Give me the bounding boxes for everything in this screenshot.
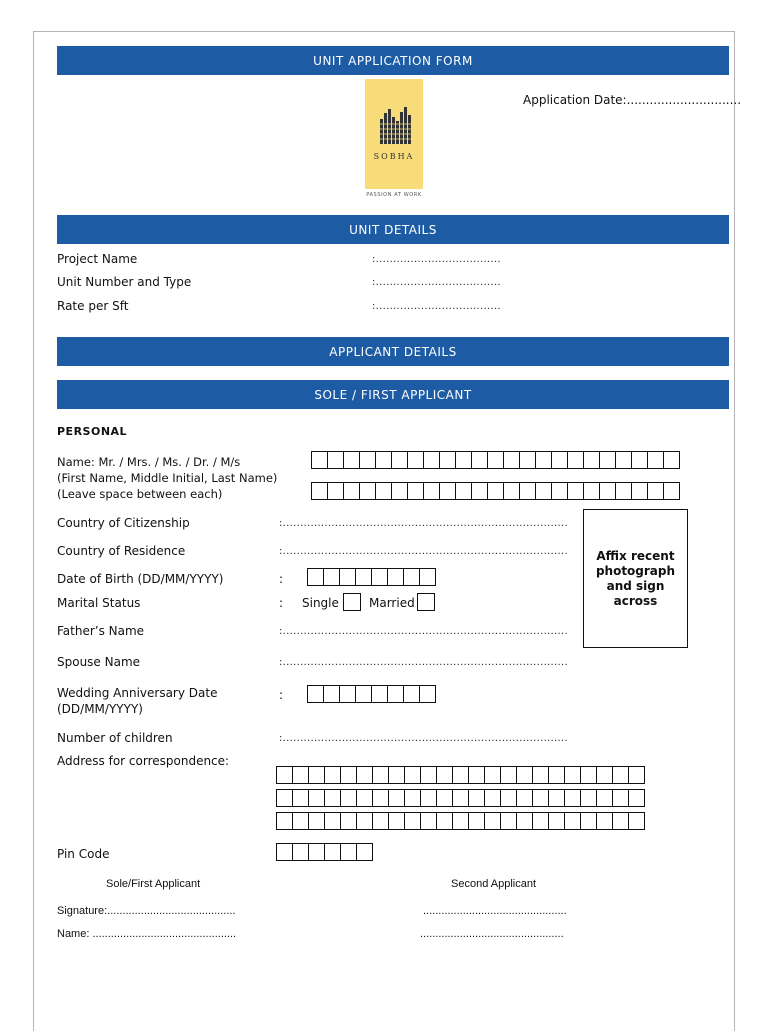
char-box[interactable]: [596, 766, 613, 784]
char-box[interactable]: [340, 766, 357, 784]
children-field[interactable]: :..................................................................................: [279, 733, 568, 744]
char-box[interactable]: [371, 568, 388, 586]
char-box[interactable]: [359, 451, 376, 469]
char-box[interactable]: [551, 451, 568, 469]
char-box[interactable]: [516, 812, 533, 830]
char-box[interactable]: [359, 482, 376, 500]
char-box[interactable]: [612, 812, 629, 830]
married-checkbox[interactable]: [417, 593, 435, 611]
char-box[interactable]: [548, 766, 565, 784]
char-box[interactable]: [615, 451, 632, 469]
char-box[interactable]: [356, 843, 373, 861]
address-input-row-2[interactable]: [276, 789, 644, 807]
char-box[interactable]: [532, 812, 549, 830]
char-box[interactable]: [371, 685, 388, 703]
char-box[interactable]: [615, 482, 632, 500]
dob-colon: :: [279, 572, 284, 586]
char-box[interactable]: [455, 451, 472, 469]
char-box[interactable]: [292, 812, 309, 830]
char-box[interactable]: [311, 451, 328, 469]
personal-section-title: PERSONAL: [57, 425, 128, 438]
char-box[interactable]: [356, 766, 373, 784]
char-box[interactable]: [292, 789, 309, 807]
char-box[interactable]: [647, 451, 664, 469]
address-input-row-3[interactable]: [276, 812, 644, 830]
pin-code-label: Pin Code: [57, 847, 110, 861]
char-box[interactable]: [324, 812, 341, 830]
char-box[interactable]: [548, 812, 565, 830]
address-input-row-1[interactable]: [276, 766, 644, 784]
char-box[interactable]: [548, 789, 565, 807]
char-box[interactable]: [468, 812, 485, 830]
char-box[interactable]: [455, 482, 472, 500]
char-box[interactable]: [612, 789, 629, 807]
char-box[interactable]: [580, 766, 597, 784]
pin-code-input-boxes[interactable]: [276, 843, 372, 861]
char-box[interactable]: [375, 482, 392, 500]
char-box[interactable]: [419, 685, 436, 703]
char-box[interactable]: [471, 482, 488, 500]
first-applicant-heading: Sole/First Applicant: [106, 878, 201, 890]
residence-label: Country of Residence: [57, 544, 186, 558]
spouse-name-label: Spouse Name: [57, 655, 141, 669]
name-input-row-1[interactable]: [311, 451, 679, 469]
address-label: Address for correspondence:: [57, 754, 230, 768]
char-box[interactable]: [484, 766, 501, 784]
char-box[interactable]: [516, 766, 533, 784]
name-input-row-2[interactable]: [311, 482, 679, 500]
char-box[interactable]: [628, 789, 645, 807]
char-box[interactable]: [596, 812, 613, 830]
char-box[interactable]: [388, 789, 405, 807]
children-label: Number of children: [57, 731, 173, 745]
first-signature-field[interactable]: Signature:..........................................: [57, 905, 236, 917]
char-box[interactable]: [436, 789, 453, 807]
char-box[interactable]: [276, 843, 293, 861]
char-box[interactable]: [439, 482, 456, 500]
dob-label: Date of Birth (DD/MM/YYYY): [57, 572, 224, 586]
char-box[interactable]: [564, 812, 581, 830]
char-box[interactable]: [404, 812, 421, 830]
sobha-logo: [365, 79, 423, 189]
char-box[interactable]: [436, 812, 453, 830]
residence-field[interactable]: :..................................................................................: [279, 546, 568, 557]
form-title: UNIT APPLICATION FORM: [313, 53, 473, 68]
char-box[interactable]: [339, 568, 356, 586]
char-box[interactable]: [519, 482, 536, 500]
char-box[interactable]: [532, 766, 549, 784]
char-box[interactable]: [535, 451, 552, 469]
char-box[interactable]: [612, 766, 629, 784]
name-format-label: (First Name, Middle Initial, Last Name): [57, 471, 278, 485]
char-box[interactable]: [580, 789, 597, 807]
char-box[interactable]: [388, 766, 405, 784]
char-box[interactable]: [276, 766, 293, 784]
char-box[interactable]: [583, 451, 600, 469]
char-box[interactable]: [503, 451, 520, 469]
char-box[interactable]: [372, 789, 389, 807]
char-box[interactable]: [564, 789, 581, 807]
spouse-name-field[interactable]: :..................................................................................: [279, 657, 568, 668]
char-box[interactable]: [276, 812, 293, 830]
wedding-date-input-boxes[interactable]: [307, 685, 435, 703]
unit-number-field[interactable]: :....................................: [372, 277, 501, 288]
char-box[interactable]: [387, 685, 404, 703]
name-spacing-label: (Leave space between each): [57, 487, 223, 501]
char-box[interactable]: [500, 789, 517, 807]
char-box[interactable]: [663, 482, 680, 500]
char-box[interactable]: [355, 568, 372, 586]
char-box[interactable]: [631, 482, 648, 500]
char-box[interactable]: [564, 766, 581, 784]
char-box[interactable]: [323, 568, 340, 586]
char-box[interactable]: [276, 789, 293, 807]
single-checkbox[interactable]: [343, 593, 361, 611]
second-name-field[interactable]: ...............................................: [420, 928, 564, 940]
married-label: Married: [369, 596, 415, 610]
unit-details-title: UNIT DETAILS: [349, 222, 437, 237]
char-box[interactable]: [535, 482, 552, 500]
char-box[interactable]: [343, 451, 360, 469]
wedding-colon: :: [279, 688, 284, 702]
char-box[interactable]: [308, 843, 325, 861]
char-box[interactable]: [307, 568, 324, 586]
char-box[interactable]: [407, 451, 424, 469]
skyline-icon: [365, 79, 423, 189]
wedding-date-format: (DD/MM/YYYY): [57, 702, 143, 716]
name-label: Name: Mr. / Mrs. / Ms. / Dr. / M/s: [57, 455, 241, 469]
form-title-bar: [57, 46, 729, 75]
char-box[interactable]: [391, 451, 408, 469]
char-box[interactable]: [468, 789, 485, 807]
char-box[interactable]: [500, 812, 517, 830]
char-box[interactable]: [580, 812, 597, 830]
char-box[interactable]: [452, 766, 469, 784]
project-name-label: Project Name: [57, 252, 138, 266]
char-box[interactable]: [596, 789, 613, 807]
char-box[interactable]: [628, 766, 645, 784]
first-name-field[interactable]: Name: ...............................................: [57, 928, 237, 940]
char-box[interactable]: [551, 482, 568, 500]
char-box[interactable]: [339, 685, 356, 703]
single-label: Single: [302, 596, 339, 610]
char-box[interactable]: [516, 789, 533, 807]
char-box[interactable]: [599, 482, 616, 500]
char-box[interactable]: [519, 451, 536, 469]
marital-colon: :: [279, 596, 284, 610]
char-box[interactable]: [324, 766, 341, 784]
char-box[interactable]: [340, 812, 357, 830]
char-box[interactable]: [404, 789, 421, 807]
second-applicant-heading: Second Applicant: [451, 878, 537, 890]
char-box[interactable]: [292, 766, 309, 784]
char-box[interactable]: [663, 451, 680, 469]
char-box[interactable]: [436, 766, 453, 784]
char-box[interactable]: [308, 789, 325, 807]
char-box[interactable]: [567, 451, 584, 469]
photo-box[interactable]: Affix recent photograph and sign across: [583, 509, 688, 648]
char-box[interactable]: [323, 685, 340, 703]
char-box[interactable]: [387, 568, 404, 586]
char-box[interactable]: [500, 766, 517, 784]
char-box[interactable]: [404, 766, 421, 784]
char-box[interactable]: [403, 685, 420, 703]
char-box[interactable]: [487, 482, 504, 500]
char-box[interactable]: [307, 685, 324, 703]
char-box[interactable]: [292, 843, 309, 861]
char-box[interactable]: [468, 766, 485, 784]
application-date-field[interactable]: Application Date:..............................: [523, 93, 742, 107]
father-name-label: Father’s Name: [57, 624, 145, 638]
char-box[interactable]: [484, 812, 501, 830]
dob-input-boxes[interactable]: [307, 568, 435, 586]
char-box[interactable]: [599, 451, 616, 469]
rate-field[interactable]: :....................................: [372, 301, 501, 312]
char-box[interactable]: [532, 789, 549, 807]
char-box[interactable]: [420, 789, 437, 807]
char-box[interactable]: [423, 482, 440, 500]
wedding-date-label: Wedding Anniversary Date: [57, 686, 218, 700]
char-box[interactable]: [356, 789, 373, 807]
char-box[interactable]: [327, 482, 344, 500]
char-box[interactable]: [391, 482, 408, 500]
char-box[interactable]: [452, 789, 469, 807]
rate-label: Rate per Sft: [57, 299, 129, 313]
char-box[interactable]: [340, 843, 357, 861]
applicant-details-title: APPLICANT DETAILS: [329, 344, 457, 359]
char-box[interactable]: [631, 451, 648, 469]
sole-first-applicant-title: SOLE / FIRST APPLICANT: [314, 387, 472, 402]
logo-tagline: PASSION AT WORK: [366, 192, 422, 198]
char-box[interactable]: [487, 451, 504, 469]
sole-first-applicant-bar: [57, 380, 729, 409]
char-box[interactable]: [355, 685, 372, 703]
unit-details-bar: [57, 215, 729, 244]
char-box[interactable]: [420, 812, 437, 830]
second-signature-field[interactable]: ...............................................: [423, 905, 567, 917]
marital-status-label: Marital Status: [57, 596, 141, 610]
char-box[interactable]: [372, 812, 389, 830]
char-box[interactable]: [340, 789, 357, 807]
char-box[interactable]: [420, 766, 437, 784]
char-box[interactable]: [647, 482, 664, 500]
char-box[interactable]: [583, 482, 600, 500]
char-box[interactable]: [407, 482, 424, 500]
logo-brand: SOBHA: [373, 152, 415, 161]
char-box[interactable]: [324, 843, 341, 861]
char-box[interactable]: [375, 451, 392, 469]
father-name-field[interactable]: :..................................................................................: [279, 626, 568, 637]
char-box[interactable]: [439, 451, 456, 469]
citizenship-label: Country of Citizenship: [57, 516, 190, 530]
char-box[interactable]: [419, 568, 436, 586]
project-name-field[interactable]: :....................................: [372, 254, 501, 265]
char-box[interactable]: [388, 812, 405, 830]
char-box[interactable]: [343, 482, 360, 500]
char-box[interactable]: [471, 451, 488, 469]
char-box[interactable]: [356, 812, 373, 830]
char-box[interactable]: [484, 789, 501, 807]
char-box[interactable]: [311, 482, 328, 500]
char-box[interactable]: [503, 482, 520, 500]
citizenship-field[interactable]: :..................................................................................: [279, 518, 568, 529]
char-box[interactable]: [452, 812, 469, 830]
char-box[interactable]: [372, 766, 389, 784]
char-box[interactable]: [308, 812, 325, 830]
char-box[interactable]: [567, 482, 584, 500]
char-box[interactable]: [308, 766, 325, 784]
char-box[interactable]: [403, 568, 420, 586]
char-box[interactable]: [628, 812, 645, 830]
char-box[interactable]: [324, 789, 341, 807]
applicant-details-bar: [57, 337, 729, 366]
char-box[interactable]: [327, 451, 344, 469]
char-box[interactable]: [423, 451, 440, 469]
unit-number-label: Unit Number and Type: [57, 275, 192, 289]
